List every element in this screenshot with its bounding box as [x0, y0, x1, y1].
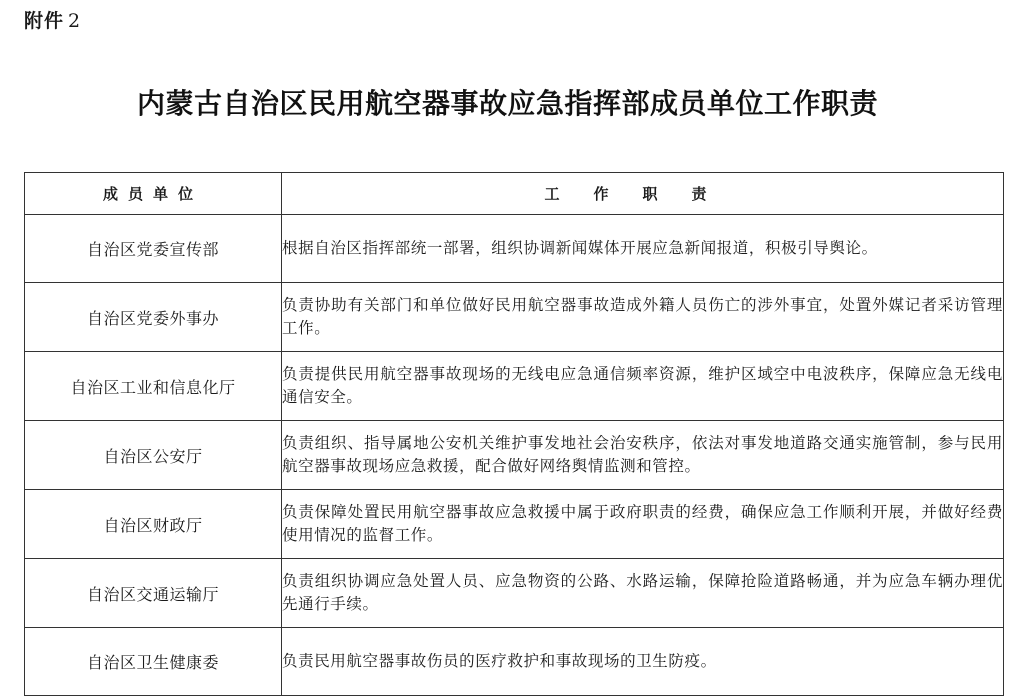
attachment-number: 2	[68, 10, 82, 32]
attachment-label	[24, 6, 81, 33]
table-row	[25, 628, 1004, 696]
attachment-text: 附件	[24, 10, 65, 32]
header-duties: 工作职责	[282, 173, 1004, 215]
member-unit-cell: 自治区财政厅	[25, 490, 282, 559]
member-unit-cell: 自治区党委外事办	[25, 283, 282, 352]
member-unit-cell: 自治区党委宣传部	[25, 215, 282, 283]
member-unit-cell: 自治区交通运输厅	[25, 559, 282, 628]
duty-cell: 负责民用航空器事故伤员的医疗救护和事故现场的卫生防疫。	[282, 628, 1004, 696]
duties-table	[24, 172, 1004, 696]
member-unit-cell: 自治区卫生健康委	[25, 628, 282, 696]
duty-cell: 负责组织、指导属地公安机关维护事发地社会治安秩序，依法对事发地道路交通实施管制，参与民用航空器事故现场应急救援，配合做好网络舆情监测和管控。	[282, 421, 1004, 490]
duty-cell: 负责协助有关部门和单位做好民用航空器事故造成外籍人员伤亡的涉外事宜，处置外媒记者采访管理工作。	[282, 283, 1004, 352]
table-row	[25, 283, 1004, 352]
table-row	[25, 352, 1004, 421]
document-title: 内蒙古自治区民用航空器事故应急指挥部成员单位工作职责	[136, 87, 878, 120]
member-unit-cell: 自治区公安厅	[25, 421, 282, 490]
table-row	[25, 490, 1004, 559]
header-member-unit: 成员单位	[25, 173, 282, 215]
duty-cell: 负责提供民用航空器事故现场的无线电应急通信频率资源，维护区域空中电波秩序，保障应急无线电通信安全。	[282, 352, 1004, 421]
table-row	[25, 559, 1004, 628]
duty-cell: 负责组织协调应急处置人员、应急物资的公路、水路运输，保障抢险道路畅通，并为应急车辆办理优先通行手续。	[282, 559, 1004, 628]
table-header-row	[25, 173, 1004, 215]
duty-cell: 根据自治区指挥部统一部署，组织协调新闻媒体开展应急新闻报道，积极引导舆论。	[282, 215, 1004, 283]
member-unit-cell: 自治区工业和信息化厅	[25, 352, 282, 421]
duty-cell: 负责保障处置民用航空器事故应急救援中属于政府职责的经费，确保应急工作顺利开展，并做好经费使用情况的监督工作。	[282, 490, 1004, 559]
table-row	[25, 215, 1004, 283]
table-row	[25, 421, 1004, 490]
